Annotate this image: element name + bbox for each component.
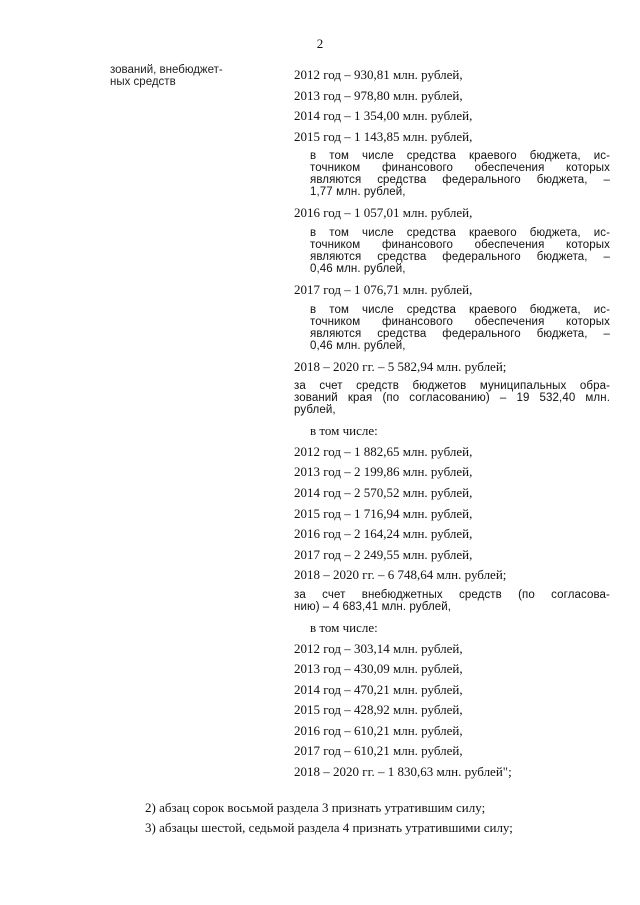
- year-line: 2014 год – 2 570,52 млн. рублей,: [294, 484, 473, 500]
- year-line: 2014 год – 1 354,00 млн. рублей,: [294, 108, 473, 124]
- year-line: 2015 год – 428,92 млн. рублей,: [294, 702, 463, 718]
- including-label: в том числе:: [310, 423, 378, 439]
- left-label-line: зований, внебюджет-: [110, 64, 223, 76]
- year-line: 2018 – 2020 гг. – 6 748,64 млн. рублей;: [294, 567, 507, 583]
- year-line: 2013 год – 2 199,86 млн. рублей,: [294, 464, 473, 480]
- year-line: 2013 год – 978,80 млн. рублей,: [294, 87, 463, 103]
- federal-note-2015: [294, 150, 610, 198]
- page-number: 2: [316, 36, 324, 51]
- funding-column: [294, 68, 610, 786]
- year-line: 2018 – 2020 гг. – 5 582,94 млн. рублей;: [294, 358, 507, 374]
- note-line: в том числе средства краевого бюджета, ис-: [310, 150, 610, 163]
- year-line: 2015 год – 1 143,85 млн. рублей,: [294, 128, 473, 144]
- amendment-item: 2) абзац сорок восьмой раздела 3 признать утратившим силу;: [145, 800, 486, 815]
- year-line: 2016 год – 2 164,24 млн. рублей,: [294, 526, 473, 542]
- municipal-intro: [294, 380, 610, 416]
- amendment-item: 3) абзацы шестой, седьмой раздела 4 признать утратившими силу;: [145, 820, 513, 835]
- year-line: 2014 год – 470,21 млн. рублей,: [294, 681, 463, 697]
- note-line: 0,46 млн. рублей,: [310, 262, 406, 275]
- note-line: точником финансового обеспечения которых: [310, 162, 610, 175]
- federal-note-2016: [294, 227, 610, 275]
- intro-line: за счет внебюджетных средств (по согласова-: [294, 588, 610, 601]
- year-line: 2017 год – 1 076,71 млн. рублей,: [294, 281, 473, 297]
- note-line: точником финансового обеспечения которых: [310, 238, 610, 251]
- year-line: 2012 год – 303,14 млн. рублей,: [294, 640, 463, 656]
- left-column-label: [110, 64, 260, 88]
- note-line: являются средства федерального бюджета, –: [310, 174, 610, 187]
- note-line: являются средства федерального бюджета, –: [310, 250, 610, 263]
- year-line: 2018 – 2020 гг. – 1 830,63 млн. рублей";: [294, 764, 512, 780]
- intro-line: за счет средств бюджетов муниципальных обра-: [294, 380, 610, 393]
- note-line: в том числе средства краевого бюджета, ис-: [310, 226, 610, 239]
- year-line: 2015 год – 1 716,94 млн. рублей,: [294, 505, 473, 521]
- year-line: 2013 год – 430,09 млн. рублей,: [294, 661, 463, 677]
- intro-line: нию) – 4 683,41 млн. рублей,: [294, 600, 452, 613]
- extrabudget-intro: [294, 589, 610, 613]
- note-line: 1,77 млн. рублей,: [310, 186, 406, 199]
- year-line: 2012 год – 1 882,65 млн. рублей,: [294, 443, 473, 459]
- note-line: являются средства федерального бюджета, –: [310, 327, 610, 340]
- note-line: точником финансового обеспечения которых: [310, 315, 610, 328]
- including-label: в том числе:: [310, 619, 378, 635]
- note-line: в том числе средства краевого бюджета, ис-: [310, 303, 610, 316]
- intro-line: зований края (по согласованию) – 19 532,40 млн.: [294, 392, 610, 405]
- year-line: 2017 год – 610,21 млн. рублей,: [294, 743, 463, 759]
- year-line: 2016 год – 1 057,01 млн. рублей,: [294, 205, 473, 221]
- year-line: 2012 год – 930,81 млн. рублей,: [294, 67, 463, 82]
- amendment-items: [145, 798, 615, 838]
- note-line: 0,46 млн. рублей,: [310, 339, 406, 352]
- left-label-line: ных средств: [110, 76, 176, 88]
- federal-note-2017: [294, 304, 610, 352]
- intro-line: рублей,: [294, 404, 336, 417]
- year-line: 2017 год – 2 249,55 млн. рублей,: [294, 546, 473, 562]
- year-line: 2016 год – 610,21 млн. рублей,: [294, 722, 463, 738]
